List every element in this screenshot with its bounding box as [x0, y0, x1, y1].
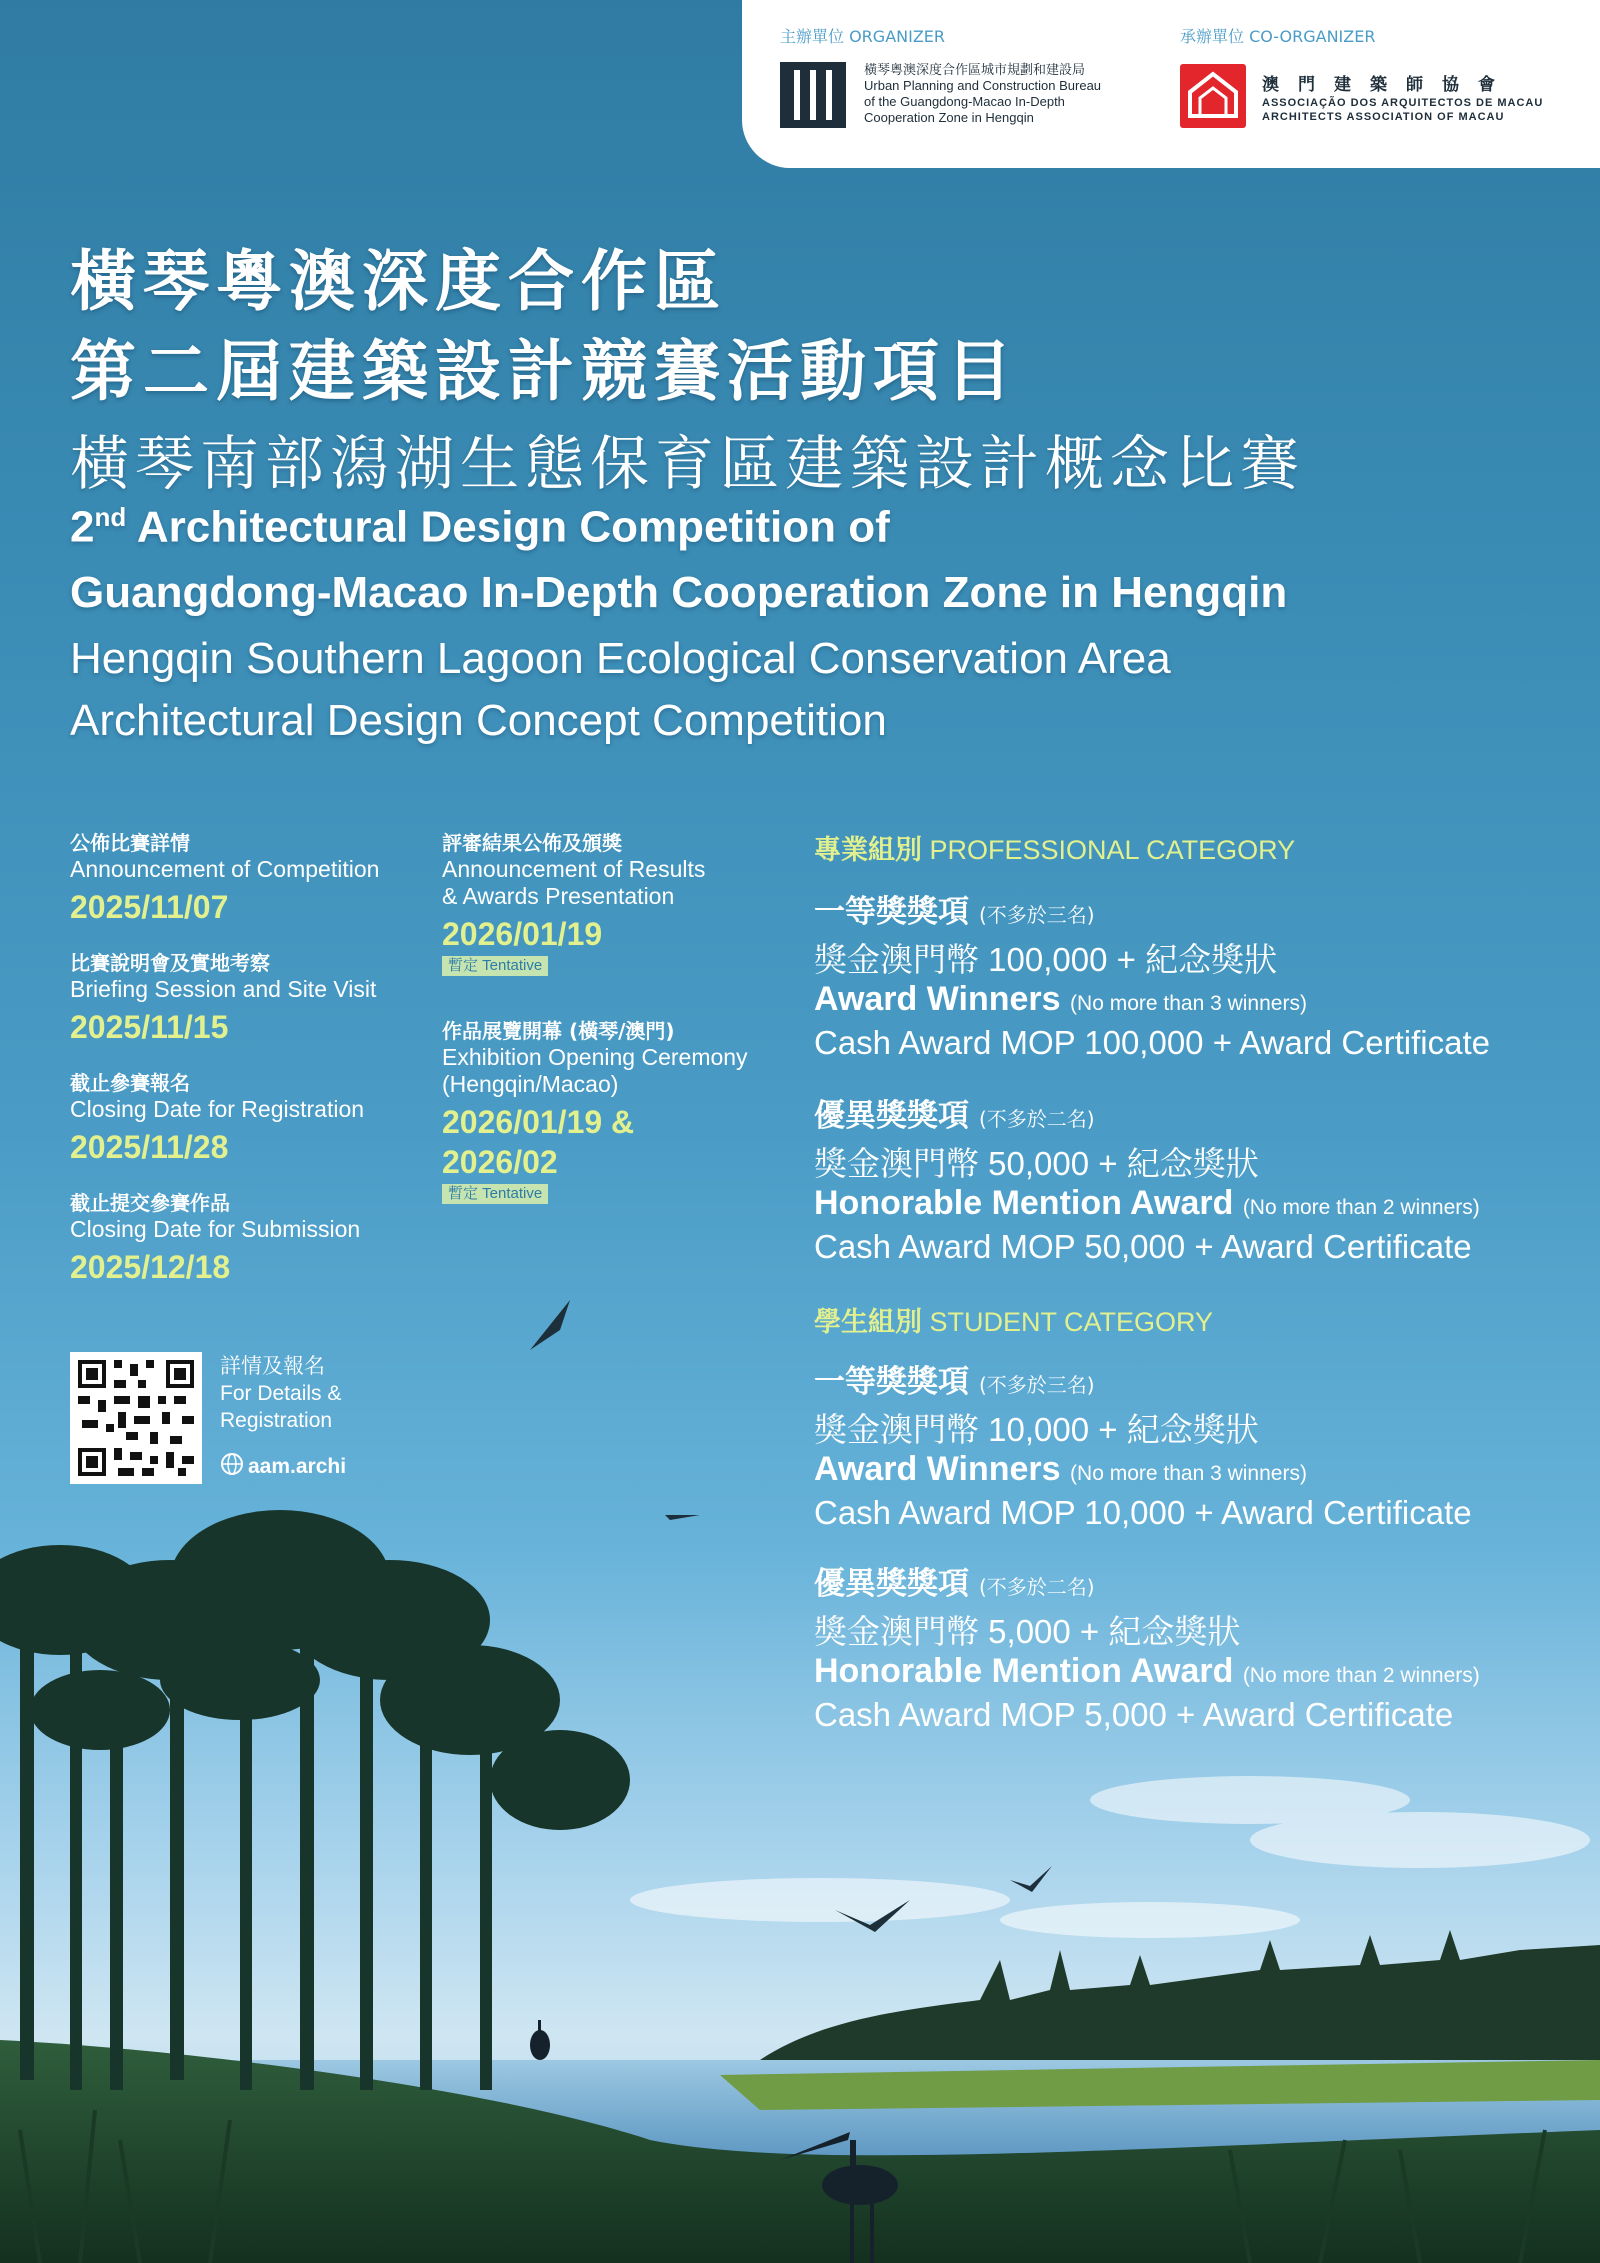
schedule-date: 2026/01/19 & [442, 1104, 635, 1140]
pro-first-prize-zh: 獎金澳門幣 100,000 + 紀念獎狀 [814, 941, 1278, 978]
organizer-label: 主辦單位 ORGANIZER [780, 27, 946, 46]
schedule-en: (Hengqin/Macao) [442, 1071, 619, 1097]
prize-limit-en: (No more than 2 winners) [1242, 1664, 1480, 1687]
tree-silhouettes [0, 1510, 630, 2090]
prize-limit-en: (No more than 3 winners) [1070, 992, 1307, 1015]
schedule-item [70, 1070, 364, 1167]
schedule-date: 2025/11/28 [70, 1129, 229, 1165]
title-en-line-1 [70, 502, 890, 553]
prize-title-en: Honorable Mention Award [814, 1652, 1234, 1690]
category-zh: 專業組別 [814, 835, 922, 866]
co-organizer-logo [1180, 64, 1246, 128]
professional-category-heading [814, 828, 1295, 867]
category-en: STUDENT CATEGORY [929, 1307, 1214, 1337]
pro-hm-prize-en: Cash Award MOP 50,000 + Award Certificate [814, 1228, 1472, 1265]
organizer-name [864, 62, 1154, 126]
prize-title-zh: 一等獎獎項 [814, 1364, 969, 1400]
schedule-date: 2026/01/19 [442, 916, 603, 952]
stu-first-prize-zh: 獎金澳門幣 10,000 + 紀念獎狀 [814, 1411, 1259, 1448]
stu-hm-zh [814, 1558, 1095, 1603]
schedule-item [70, 1190, 360, 1287]
schedule-item [70, 830, 379, 927]
co-organizer-zh: 澳門建築師協會 [1262, 75, 1514, 94]
stu-hm-en [814, 1652, 1480, 1691]
category-zh: 學生組別 [814, 1307, 922, 1338]
co-organizer-pt: ASSOCIAÇÃO DOS ARQUITECTOS DE MACAU [1262, 97, 1544, 109]
title-en-line-2: Guangdong-Macao In-Depth Cooperation Zone in Hengqin [70, 568, 1288, 617]
prize-limit-zh: (不多於三名) [979, 1373, 1095, 1397]
schedule-date: 2025/12/18 [70, 1249, 231, 1285]
prize-title-en: Award Winners [814, 980, 1061, 1018]
stu-first-en [814, 1450, 1307, 1489]
pro-first-en [814, 980, 1307, 1019]
prize-title-zh: 優異獎獎項 [814, 1098, 969, 1134]
registration-zh: 詳情及報名 [220, 1355, 325, 1378]
organizer-line-en-1: Urban Planning and Construction Bureau [864, 78, 1102, 93]
globe-icon [220, 1452, 244, 1483]
schedule-zh: 截止提交參賽作品 [70, 1191, 230, 1215]
qr-code-icon[interactable] [70, 1352, 202, 1484]
schedule-zh: 公佈比賽詳情 [70, 831, 190, 855]
student-category-heading [814, 1300, 1213, 1339]
pro-hm-prize-zh: 獎金澳門幣 50,000 + 紀念獎狀 [814, 1145, 1259, 1182]
schedule-date: 2025/11/15 [70, 1009, 229, 1045]
schedule-en: Announcement of Competition [70, 856, 380, 882]
schedule-en: Closing Date for Submission [70, 1216, 361, 1242]
co-organizer-name [1262, 70, 1543, 123]
schedule-item [442, 1018, 748, 1204]
pro-hm-zh [814, 1090, 1095, 1135]
prize-title-en: Honorable Mention Award [814, 1184, 1234, 1222]
stu-first-zh [814, 1356, 1095, 1401]
tentative-badge: 暫定 Tentative [442, 956, 548, 976]
pro-first-zh [814, 886, 1095, 931]
heron-silhouette [530, 2020, 550, 2060]
distant-island [760, 1930, 1600, 2080]
title-zh-line-1: 橫琴粵澳深度合作區 [70, 243, 727, 320]
schedule-item [70, 950, 376, 1047]
prize-limit-en: (No more than 2 winners) [1242, 1196, 1480, 1219]
prize-limit-zh: (不多於二名) [979, 1575, 1095, 1599]
registration-en-1: For Details & [220, 1382, 342, 1405]
stu-hm-prize-en: Cash Award MOP 5,000 + Award Certificate [814, 1696, 1454, 1733]
prize-title-zh: 一等獎獎項 [814, 894, 969, 930]
schedule-en: Exhibition Opening Ceremony [442, 1044, 748, 1070]
schedule-en: Closing Date for Registration [70, 1096, 365, 1122]
prize-title-zh: 優異獎獎項 [814, 1566, 969, 1602]
prize-limit-en: (No more than 3 winners) [1070, 1462, 1307, 1485]
title-en-rest: Architectural Design Competition of [126, 502, 890, 552]
stu-first-prize-en: Cash Award MOP 10,000 + Award Certificate [814, 1494, 1472, 1531]
title-zh-line-3: 橫琴南部潟湖生態保育區建築設計概念比賽 [70, 429, 1306, 498]
schedule-en: & Awards Presentation [442, 883, 675, 909]
prize-title-en: Award Winners [814, 1450, 1061, 1488]
prize-limit-zh: (不多於三名) [979, 903, 1095, 927]
schedule-zh: 比賽說明會及實地考察 [70, 951, 270, 975]
tentative-badge: 暫定 Tentative [442, 1184, 548, 1204]
title-en-line-4: Architectural Design Concept Competition [70, 696, 887, 745]
schedule-zh: 評審結果公佈及頒獎 [442, 831, 622, 855]
title-en-sup: nd [94, 502, 127, 532]
title-en-line-3: Hengqin Southern Lagoon Ecological Conservation Area [70, 634, 1171, 683]
schedule-en: Announcement of Results [442, 856, 706, 882]
co-organizer-en: ARCHITECTS ASSOCIATION OF MACAU [1262, 111, 1505, 123]
website-text: aam.archi [248, 1455, 347, 1479]
schedule-date: 2026/02 [442, 1144, 558, 1180]
organizer-logo [780, 62, 846, 128]
schedule-zh: 作品展覽開幕 (橫琴/澳門) [442, 1019, 675, 1043]
stu-hm-prize-zh: 獎金澳門幣 5,000 + 紀念獎狀 [814, 1613, 1241, 1650]
pro-hm-en [814, 1184, 1480, 1223]
organizer-line-en-2: of the Guangdong-Macao In-Depth [864, 94, 1065, 109]
organizer-line-en-3: Cooperation Zone in Hengqin [864, 110, 1034, 125]
website-link[interactable] [220, 1452, 346, 1483]
clouds [630, 1776, 1590, 1938]
registration-en-2: Registration [220, 1409, 333, 1432]
schedule-item [442, 830, 705, 976]
schedule-zh: 截止參賽報名 [70, 1071, 190, 1095]
organizer-line-zh: 橫琴粵澳深度合作區城市規劃和建設局 [864, 62, 1086, 77]
pro-first-prize-en: Cash Award MOP 100,000 + Award Certificate [814, 1024, 1490, 1061]
title-zh-line-2: 第二屆建築設計競賽活動項目 [70, 333, 1019, 410]
schedule-date: 2025/11/07 [70, 889, 229, 925]
category-en: PROFESSIONAL CATEGORY [929, 835, 1296, 865]
title-en-num: 2 [70, 502, 95, 552]
co-organizer-label: 承辦單位 CO-ORGANIZER [1180, 27, 1376, 46]
prize-limit-zh: (不多於二名) [979, 1107, 1095, 1131]
schedule-en: Briefing Session and Site Visit [70, 976, 377, 1002]
organizer-panel [742, 0, 1600, 168]
